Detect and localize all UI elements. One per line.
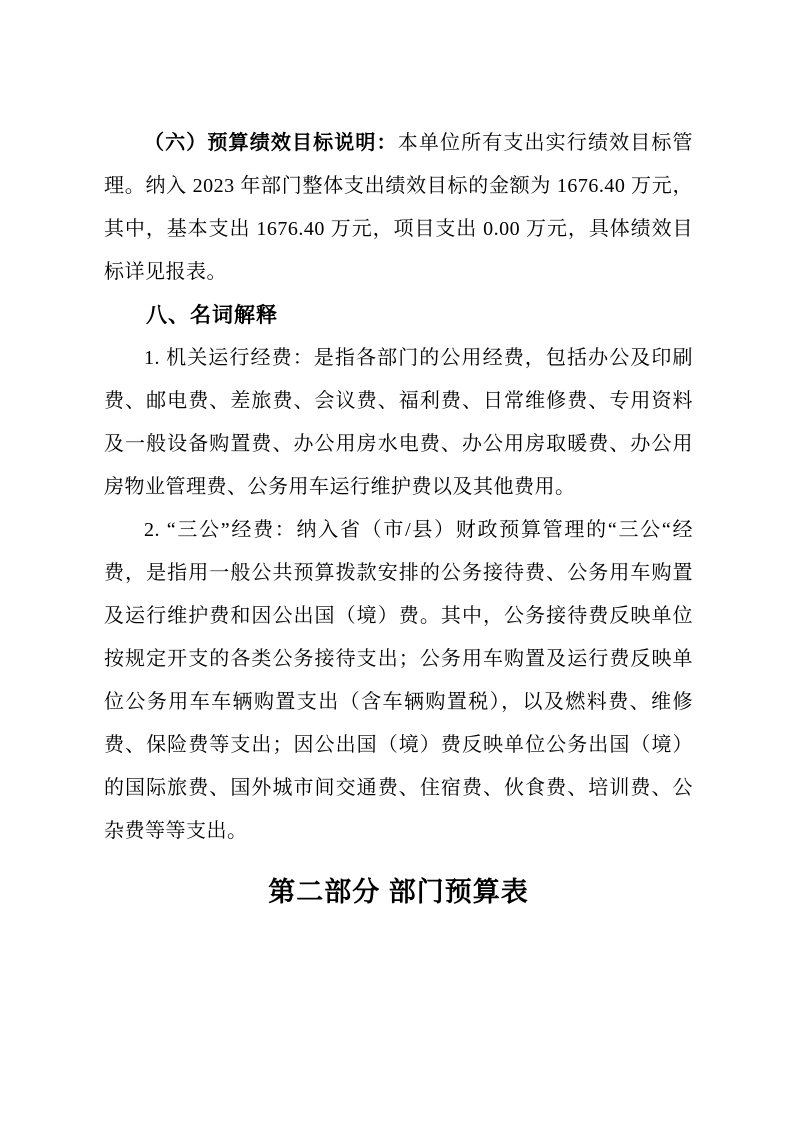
section-heading-glossary: 八、名词解释 — [146, 304, 278, 327]
paragraph-glossary-item-2: 2. “三公”经费：纳入省（市/县）财政预算管理的“三公“经费，是指用一般公共预算拨款安排的公务接待费、公务用车购置及运行维护费和因公出国（境）费。其中，公务接待费反映单位按规定开支的各类公务接待支出；公务用车购置及运行费反映单位公务用车车辆购置支出（含车辆购置税），以及燃料费、维修费、保险费等支出；因公出国（境）费反映单位公务出国（境）的国际旅费、国外城市间交通费、住宿费、伙食费、培训费、公杂费等等支出。 — [104, 519, 693, 842]
paragraph-bold-lead: （六）预算绩效目标说明： — [144, 132, 398, 154]
part-two-title: 第二部分 部门预算表 — [268, 877, 529, 907]
paragraph-glossary-item-1: 1. 机关运行经费：是指各部门的公用经费，包括办公及印刷费、邮电费、差旅费、会议费、福利费、日常维修费、专用资料及一般设备购置费、办公用房水电费、办公用房取暖费、办公用房物业管理费、公务用车运行维护费以及其他费用。 — [104, 347, 693, 498]
paragraph-body-text: 本单位所有支出实行绩效目标管理。纳入 2023 年部门整体支出绩效目标的金额为 1676.40 万元，其中，基本支出 1676.40 万元，项目支出 0.00 万元，具体绩效目标详见报表。 — [104, 132, 694, 283]
paragraph-budget-performance-note — [104, 122, 693, 294]
